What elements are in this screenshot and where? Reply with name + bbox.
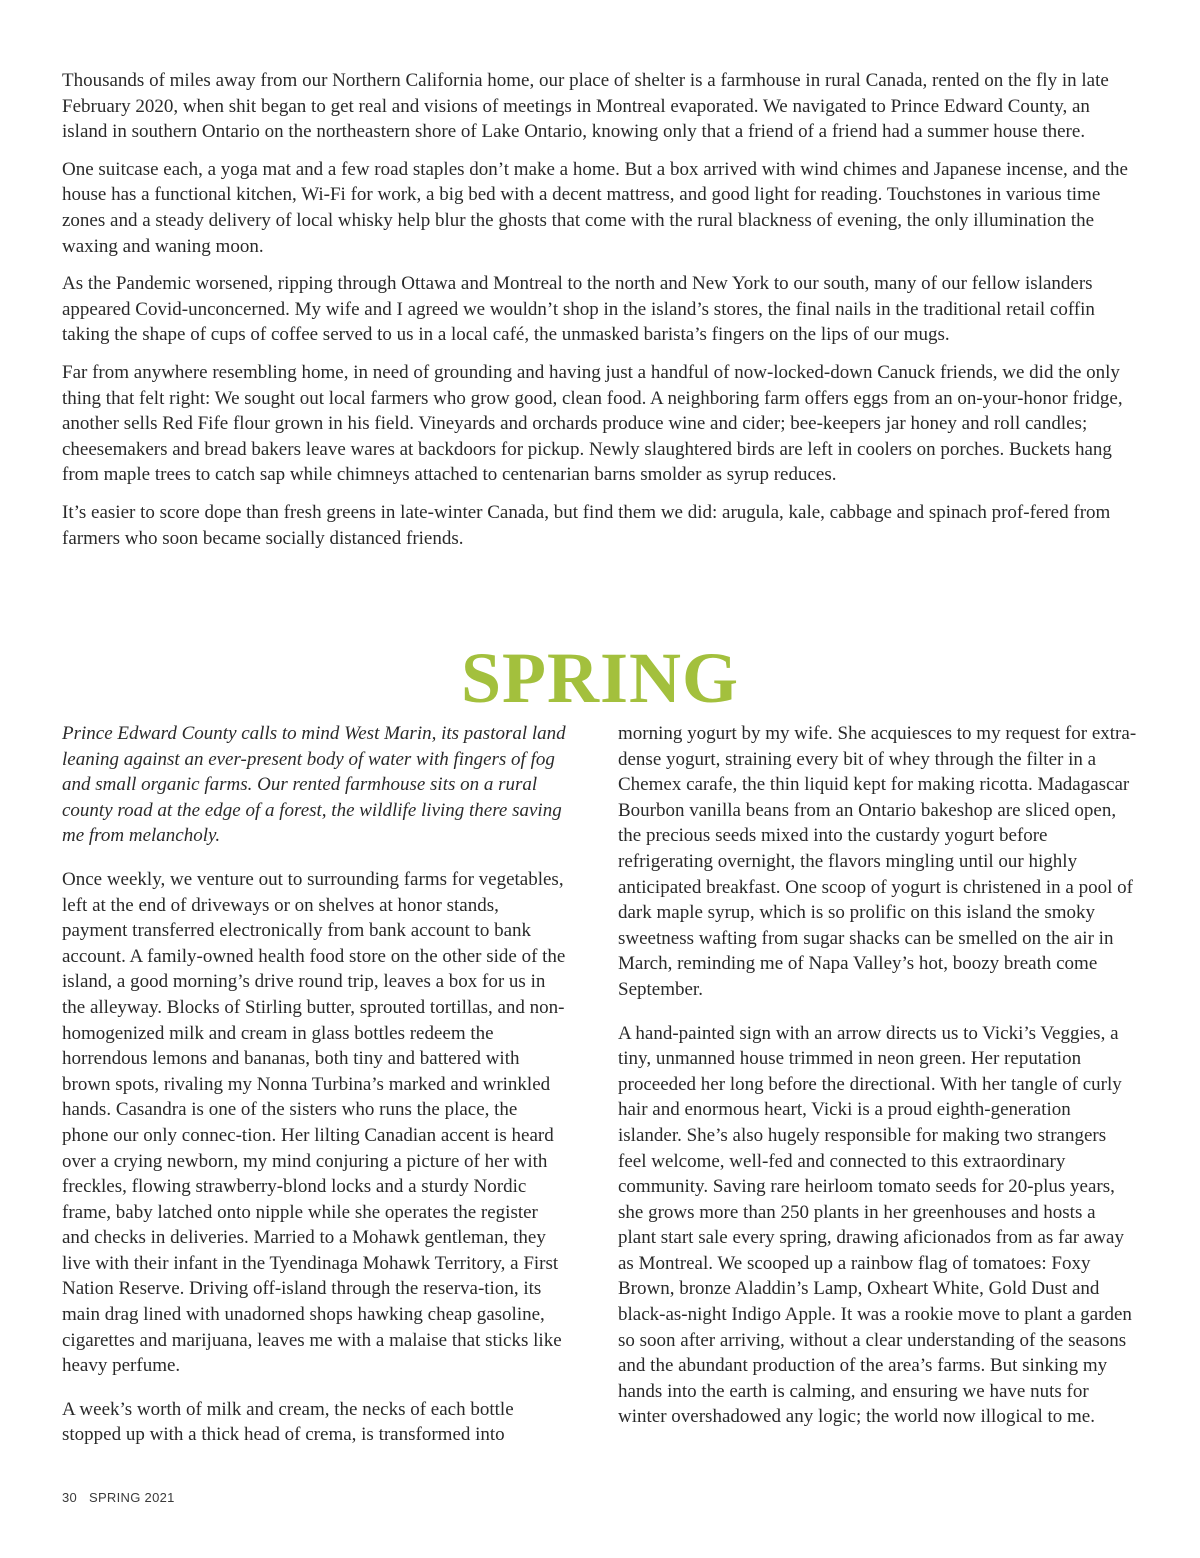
section-title: SPRING	[460, 638, 740, 718]
intro-paragraph: Far from anywhere resembling home, in need of grounding and having just a handful of now-locked-down Canuck friends, we did the only thing that felt right: We sought out local farmers who grow good, clean food. A neighboring farm offers eggs from an on-your-honor fridge, another sells Red Fife flour grown in his field. Vineyards and orchards produce wine and cider; bee-keepers jar honey and roll candles; cheesemakers and bread bakers leave wares at backdoors for pickup. Newly slaughtered birds are left in coolers on porches. Buckets hang from maple trees to catch sap while chimneys attached to centenarian barns smolder as syrup reduces.	[62, 361, 1123, 486]
intro-paragraph: Thousands of miles away from our Northern California home, our place of shelter is a farmhouse in rural Canada, rented on the fly in late February 2020, when shit began to get real and visions of meetings in Montreal evaporated. We navigated to Prince Edward County, an island in southern Ontario on the northeastern shore of Lake Ontario, knowing only that a friend of a friend had a summer house there.	[62, 70, 1109, 143]
lede-paragraph: Prince Edward County calls to mind West Marin, its pastoral land leaning against an ever-present body of water with fingers of fog and small organic farms. Our rented farmhouse sits on a rural county road at the edge of a forest, the wildlife living there saving me from melancholy.	[62, 723, 566, 847]
body-paragraph: morning yogurt by my wife. She acquiesces to my request for extra-dense yogurt, straining every bit of whey through the filter in a Chemex carafe, the thin liquid kept for making ricotta. Madagascar Bourbon vanilla beans from an Ontario bakeshop are sliced open, the precious seeds mixed into the custardy yogurt before refrigerating overnight, the flavors mingling until our highly anticipated breakfast. One scoop of yogurt is christened in a pool of dark maple syrup, which is so prolific on this island the smoky sweetness wafting from sugar shacks can be smelled on the air in March, reminding me of Napa Valley’s hot, boozy breath come September.	[618, 723, 1137, 1000]
intro-paragraph: As the Pandemic worsened, ripping through Ottawa and Montreal to the north and New York to our south, many of our fellow islanders appeared Covid-unconcerned. My wife and I agreed we wouldn’t shop in the island’s stores, the final nails in the traditional retail coffin taking the shape of cups of coffee served to us in a local café, the unmasked barista’s fingers on the lips of our mugs.	[62, 273, 1095, 346]
intro-section	[62, 68, 1138, 563]
page-footer	[62, 1490, 183, 1505]
body-paragraph: A week’s worth of milk and cream, the necks of each bottle stopped up with a thick head of crema, is transformed into	[62, 1398, 514, 1446]
page-number: 30	[62, 1490, 78, 1505]
right-column	[618, 721, 1138, 1448]
intro-paragraph: One suitcase each, a yoga mat and a few road staples don’t make a home. But a box arrived with wind chimes and Japanese incense, and the house has a functional kitchen, Wi-Fi for work, a big bed with a decent mattress, and good light for reading. Touchstones in various time zones and a steady delivery of local whisky help blur the ghosts that come with the rural blackness of evening, the only illumination the waxing and waning moon.	[62, 158, 1128, 257]
body-paragraph: A hand-painted sign with an arrow directs us to Vicki’s Veggies, a tiny, unmanned house trimmed in neon green. Her reputation proceeded her long before the directional. With her tangle of curly hair and enormous heart, Vicki is a proud eighth-generation islander. She’s also hugely responsible for making two strangers feel welcome, well-fed and connected to this extraordinary community. Saving rare heirloom tomato seeds for 20-plus years, she grows more than 250 plants in her greenhouses and hosts a plant start sale every spring, drawing aficionados from as far away as Montreal. We scooped up a rainbow flag of tomatoes: Foxy Brown, bronze Aladdin’s Lamp, Oxheart White, Gold Dust and black-as-night Indigo Apple. It was a rookie move to plant a garden so soon after arriving, without a clear understanding of the seasons and the abundant production of the area’s farms. But sinking my hands into the earth is calming, and ensuring we have nuts for winter overshadowed any logic; the world now illogical to me.	[618, 1022, 1132, 1428]
left-column	[62, 721, 568, 1466]
body-paragraph: Once weekly, we venture out to surrounding farms for vegetables, left at the end of driveways or on shelves at honor stands, payment transferred electronically from bank account to bank account. A family-owned health food store on the other side of the island, a good morning’s drive round trip, leaves a box for us in the alleyway. Blocks of Stirling butter, sprouted tortillas, and non-homogenized milk and cream in glass bottles redeem the horrendous lemons and bananas, both tiny and battered with brown spots, rivaling my Nonna Turbina’s marked and wrinkled hands. Casandra is one of the sisters who runs the place, the phone our only connec-tion. Her lilting Canadian accent is heard over a crying newborn, my mind conjuring a picture of her with freckles, flowing strawberry-blond locks and a sturdy Nordic frame, baby latched onto nipple while she operates the register and checks in deliveries. Married to a Mohawk gentleman, they live with their infant in the Tyendinaga Mohawk Territory, a First Nation Reserve. Driving off-island through the reserva-tion, its main drag lined with unadorned shops hawking cheap gasoline, cigarettes and marijuana, leaves me with a malaise that sticks like heavy perfume.	[62, 868, 566, 1377]
issue-label: SPRING 2021	[88, 1490, 175, 1505]
intro-paragraph: It’s easier to score dope than fresh greens in late-winter Canada, but find them we did: arugula, kale, cabbage and spinach prof-fered from farmers who soon became socially distanced friends.	[62, 501, 1111, 549]
